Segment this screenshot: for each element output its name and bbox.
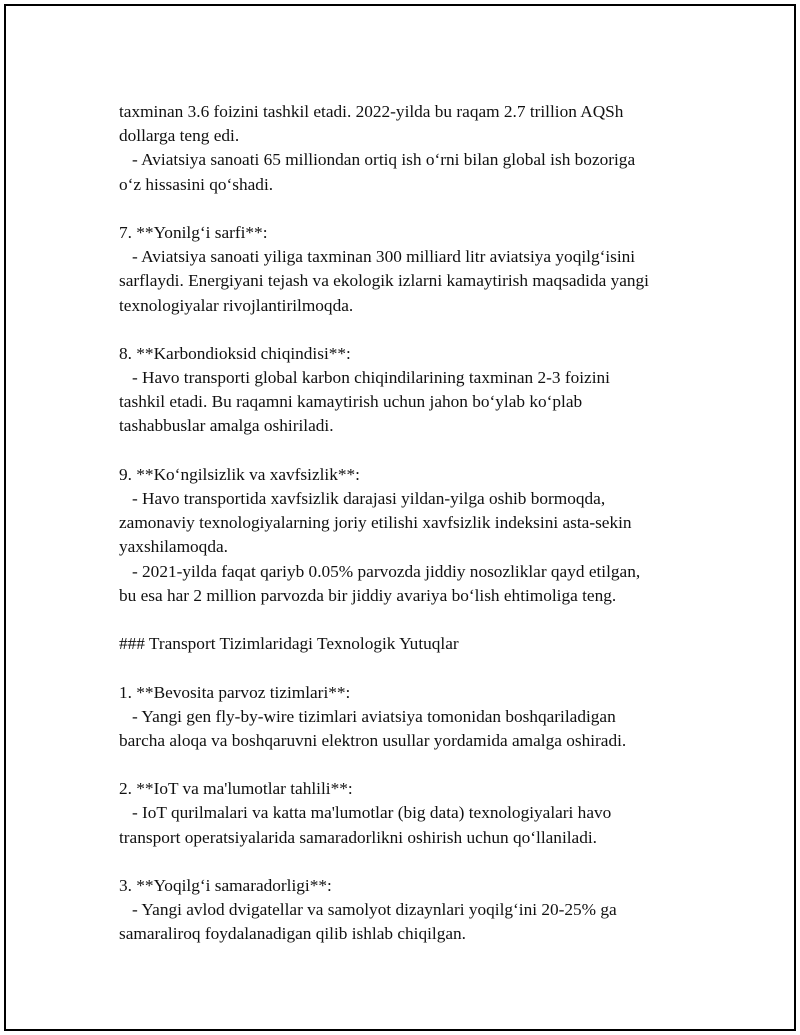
text-line: tashabbuslar amalga oshiriladi.	[119, 416, 334, 436]
paragraph-gap	[119, 656, 699, 680]
text-line: - Aviatsiya sanoati yiliga taxminan 300 milliard litr aviatsiya yoqilg‘isini	[119, 247, 636, 267]
section-heading-text: ### Transport Tizimlaridagi Texnologik Yutuqlar	[119, 634, 459, 654]
paragraph-gap	[119, 439, 699, 463]
list-item-heading: 1. **Bevosita parvoz tizimlari**:	[119, 682, 351, 702]
page-frame	[4, 4, 796, 1031]
text-line: - 2021-yilda faqat qariyb 0.05% parvozda jiddiy nosozliklar qayd etilgan,	[119, 561, 641, 581]
text-line: - Yangi gen fly-by-wire tizimlari aviatsiya tomonidan boshqariladigan	[119, 706, 616, 726]
text-line: taxminan 3.6 foizini tashkil etadi. 2022-yilda bu raqam 2.7 trillion AQSh	[119, 102, 624, 121]
paragraph-gap	[119, 608, 699, 632]
paragraph-gap	[119, 850, 699, 874]
list-item-heading: 2. **IoT va ma'lumotlar tahlili**:	[119, 779, 353, 799]
document-body	[119, 100, 699, 947]
text-line: sarflaydi. Energiyani tejash va ekologik izlarni kamaytirish maqsadida yangi	[119, 271, 649, 291]
text-line: texnologiyalar rivojlantirilmoqda.	[119, 295, 354, 315]
text-line: - Aviatsiya sanoati 65 milliondan ortiq ish o‘rni bilan global ish bozoriga	[119, 150, 636, 170]
text-line: - IoT qurilmalari va katta ma'lumotlar (big data) texnologiyalari havo	[119, 803, 612, 823]
text-line: - Havo transportida xavfsizlik darajasi yildan-yilga oshib bormoqda,	[119, 489, 606, 508]
text-line: - Havo transporti global karbon chiqindilarining taxminan 2-3 foizini	[119, 368, 610, 388]
paragraph-carbon-emissions	[119, 342, 699, 439]
list-item-heading: 8. **Karbondioksid chiqindisi**:	[119, 343, 351, 363]
text-line: yaxshilamoqda.	[119, 537, 228, 557]
text-line: dollarga teng edi.	[119, 126, 240, 146]
text-line: tashkil etadi. Bu raqamni kamaytirish uchun jahon bo‘ylab ko‘plab	[119, 392, 583, 412]
text-line: barcha aloqa va boshqaruvni elektron usullar yordamida amalga oshiradi.	[119, 730, 627, 750]
text-line: o‘z hissasini qo‘shadi.	[119, 174, 274, 194]
list-item-heading: 9. **Ko‘ngilsizlik va xavfsizlik**:	[119, 464, 360, 484]
text-line: transport operatsiyalarida samaradorlikni oshirish uchun qo‘llaniladi.	[119, 827, 597, 847]
paragraph-fuel-efficiency	[119, 874, 699, 947]
section-heading	[119, 632, 699, 656]
text-line: samaraliroq foydalanadigan qilib ishlab chiqilgan.	[119, 924, 466, 944]
text-line: zamonaviy texnologiyalarning joriy etilishi xavfsizlik indeksini asta-sekin	[119, 513, 632, 533]
paragraph-safety	[119, 463, 699, 608]
text-line: - Yangi avlod dvigatellar va samolyot dizaynlari yoqilg‘ini 20-25% ga	[119, 900, 617, 920]
paragraph-iot-analytics	[119, 777, 699, 850]
paragraph-gap	[119, 197, 699, 221]
text-line: bu esa har 2 million parvozda bir jiddiy avariya bo‘lish ehtimoliga teng.	[119, 585, 617, 605]
list-item-heading: 3. **Yoqilg‘i samaradorligi**:	[119, 876, 332, 895]
paragraph-gap	[119, 753, 699, 777]
paragraph-gap	[119, 318, 699, 342]
paragraph-fuel-consumption	[119, 221, 699, 318]
paragraph-flight-systems	[119, 681, 699, 754]
list-item-heading: 7. **Yonilg‘i sarfi**:	[119, 222, 268, 242]
paragraph-economy-continuation	[119, 100, 699, 197]
